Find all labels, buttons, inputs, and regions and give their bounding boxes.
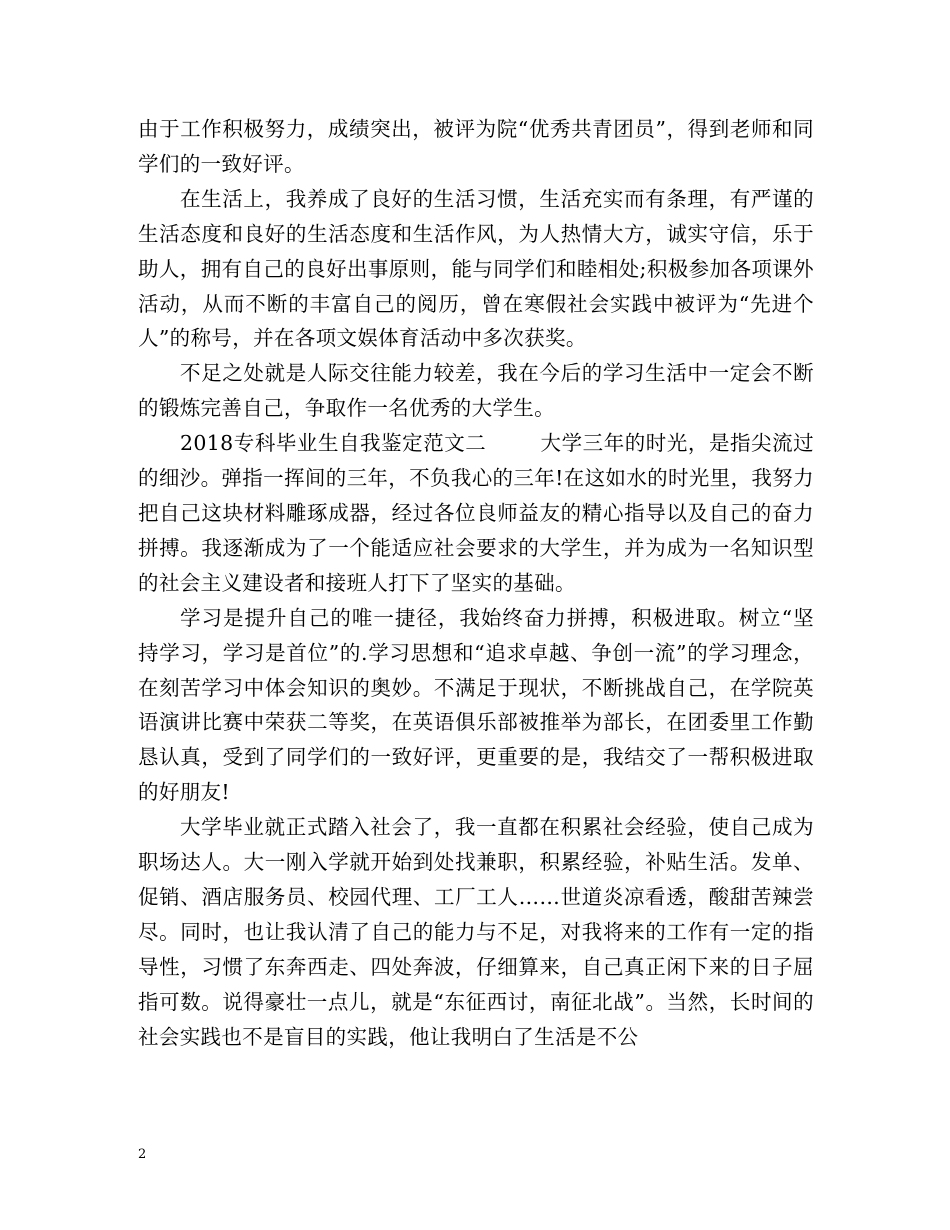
section-heading: 2018专科毕业生自我鉴定范文二 [180, 431, 487, 456]
paragraph: 由于工作积极努力，成绩突出，被评为院“优秀共青团员”，得到老师和同学们的一致好评。 [138, 117, 814, 176]
paragraph: 大学毕业就正式踏入社会了，我一直都在积累社会经验，使自己成为职场达人。大一刚入学就开始到处找兼职，积累经验，补贴生活。发单、促销、酒店服务员、校园代理、工厂工人……世道炎凉看透，酸甜苦辣尝尽。同时，也让我认清了自己的能力与不足，对我将来的工作有一定的指导性，习惯了东奔西走、四处奔波，仔细算来，自己真正闲下来的日子屈指可数。说得豪壮一点儿，就是“东征西讨，南征北战”。当然，长时间的社会实践也不是盲目的实践，他让我明白了生活是不公 [138, 815, 814, 1049]
paragraph: 学习是提升自己的唯一捷径，我始终奋力拼搏，积极进取。树立“坚持学习，学习是首位”的.学习思想和“追求卓越、争创一流”的学习理念，在刻苦学习中体会知识的奥妙。不满足于现状，不断挑战自己，在学院英语演讲比赛中荣获二等奖，在英语俱乐部被推举为部长，在团委里工作勤恳认真，受到了同学们的一致好评，更重要的是，我结交了一帮积极进取的好朋友! [138, 605, 814, 805]
document-body [138, 112, 814, 1054]
paragraph-text: 大学三年的时光，是指尖流过的细沙。弹指一挥间的三年，不负我心的三年!在这如水的时光里，我努力把自己这块材料雕琢成器，经过各位良师益友的精心指导以及自己的奋力拼搏。我逐渐成为了一个能适应社会要求的大学生，并为成为一名知识型的社会主义建设者和接班人打下了坚实的基础。 [138, 431, 814, 595]
paragraph: 在生活上，我养成了良好的生活习惯，生活充实而有条理，有严谨的生活态度和良好的生活态度和生活作风，为人热情大方，诚实守信，乐于助人，拥有自己的良好出事原则，能与同学们和睦相处;积极参加各项课外活动，从而不断的丰富自己的阅历，曾在寒假社会实践中被评为“先进个人”的称号，并在各项文娱体育活动中多次获奖。 [138, 186, 814, 351]
paragraph: 不足之处就是人际交往能力较差，我在今后的学习生活中一定会不断的锻炼完善自己，争取作一名优秀的大学生。 [138, 361, 814, 421]
page-number: 2 [138, 1147, 147, 1162]
paragraph-with-heading [138, 426, 814, 601]
